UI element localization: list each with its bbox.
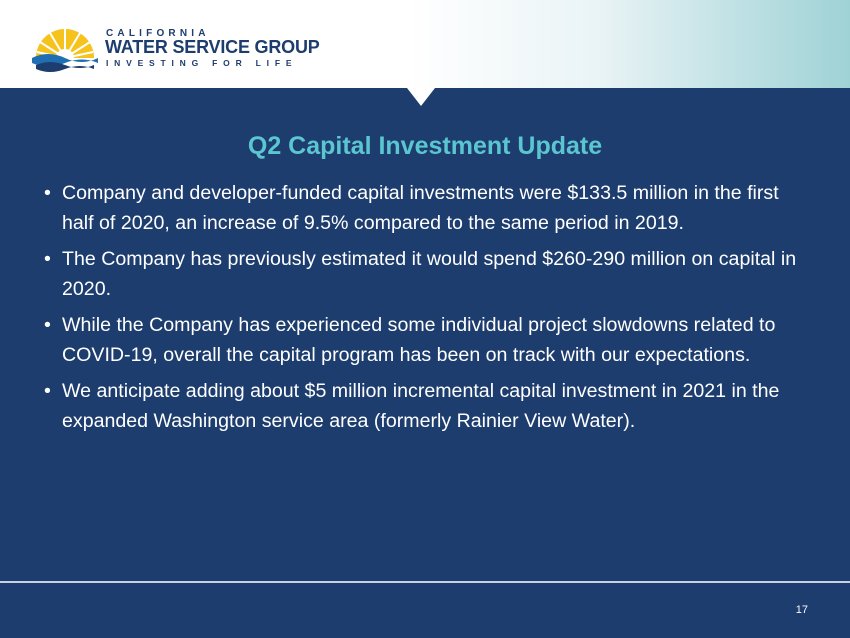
header-notch [407, 88, 435, 106]
page-number: 17 [795, 604, 808, 616]
sun-wave-logo-icon [28, 20, 102, 72]
bullet-list [44, 178, 810, 442]
bullet-text: Company and developer-funded capital investments were $133.5 million in the first half of 2020, an increase of 9.5% compared to the same period in 2019. [62, 182, 779, 234]
bullet-item [44, 244, 810, 304]
bullet-dot-icon: • [44, 314, 51, 336]
bullet-dot-icon: • [44, 248, 51, 270]
bullet-dot-icon: • [44, 182, 51, 204]
bullet-item [44, 178, 810, 238]
slide-title: Q2 Capital Investment Update [247, 132, 603, 160]
bullet-text: The Company has previously estimated it would spend $260-290 million on capital in 2020. [62, 248, 797, 300]
bullet-dot-icon: • [44, 380, 51, 402]
bullet-item [44, 376, 810, 436]
bullet-text: While the Company has experienced some individual project slowdowns related to COVID-19, overall the capital program has been on track with our expectations. [62, 314, 776, 366]
bullet-text: We anticipate adding about $5 million incremental capital investment in 2021 in the expanded Washington service area (formerly Rainier View Water). [62, 380, 780, 432]
logo-tagline: INVESTING FOR LIFE [106, 58, 298, 68]
logo-wordmark: WATER SERVICE GROUP [105, 37, 320, 57]
logo-top-text: CALIFORNIA [106, 28, 210, 39]
bullet-item [44, 310, 810, 370]
footer-divider [0, 581, 850, 583]
